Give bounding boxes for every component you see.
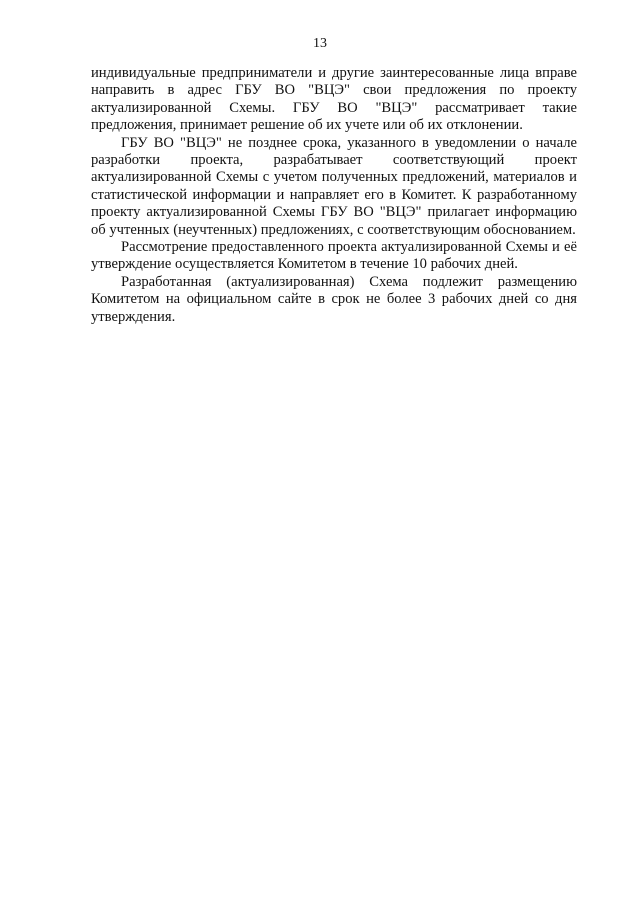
paragraph-publication: Разработанная (актуализированная) Схема подлежит размещению Комитетом на официальном сайте в срок не более 3 рабочих дней со дня утверждения. (91, 273, 577, 325)
page-number: 13 (313, 36, 327, 51)
paragraph-project-development: ГБУ ВО "ВЦЭ" не позднее срока, указанного в уведомлении о начале разработки проекта, разрабатывает соответствующий проект актуализированной Схемы с учетом полученных предложений, материалов и статистической информации и направляет его в Комитет. К разработанному проекту актуализированной Схемы ГБУ ВО "ВЦЭ" прилагает информацию об учтенных (неучтенных) предложениях, с соответствующим обоснованием. (91, 134, 577, 238)
paragraph-continuation: индивидуальные предприниматели и другие заинтересованные лица вправе направить в адрес ГБУ ВО "ВЦЭ" свои предложения по проекту актуализированной Схемы. ГБУ ВО "ВЦЭ" рассматривает такие предложения, принимает решение об их учете или об их отклонении. (91, 65, 577, 134)
document-body (91, 65, 577, 326)
paragraph-review-approval: Рассмотрение предоставленного проекта актуализированной Схемы и её утверждение осуществляется Комитетом в течение 10 рабочих дней. (91, 239, 577, 273)
